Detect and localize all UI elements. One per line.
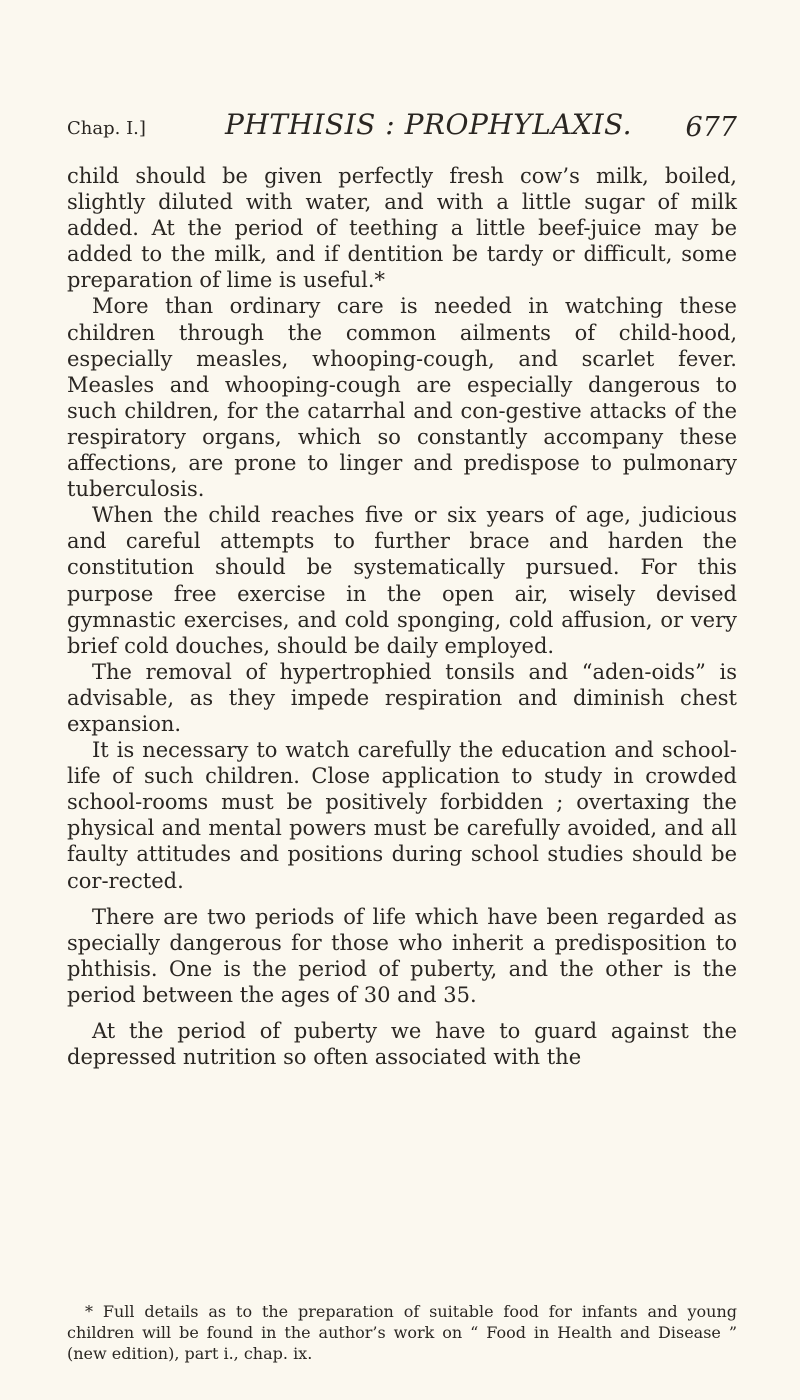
body-text <box>67 163 737 1070</box>
paragraph-4: The removal of hypertrophied tonsils and “aden-oids” is advisable, as they impede respiration and diminish chest expansion. <box>67 659 737 736</box>
paragraph-2: More than ordinary care is needed in watching these children through the common ailments of child-hood, especially measles, whooping-cough, and scarlet fever. Measles and whooping-cough are especially dangerous to such children, for the catarrhal and con-gestive attacks of the respiratory organs, which so constantly accompany these affections, are prone to linger and predispose to pulmonary tuberculosis. <box>67 294 737 502</box>
page-number: 677 <box>685 112 737 143</box>
paragraph-1: child should be given perfectly fresh cow’s milk, boiled, slightly diluted with water, and with a little sugar of milk added. At the period of teething a little beef-juice may be added to the milk, and if dentition be tardy or difficult, some preparation of lime is useful.* <box>67 164 737 293</box>
running-head <box>67 108 737 148</box>
footnote: * Full details as to the preparation of suitable food for infants and young children will be found in the author’s work on “ Food in Health and Disease ” (new edition), part i., chap. ix. <box>67 1302 737 1363</box>
running-title: PHTHISIS : PROPHYLAXIS. <box>225 108 633 141</box>
paragraph-6: There are two periods of life which have been regarded as specially dangerous for those who inherit a predisposition to phthisis. One is the period of puberty, and the other is the period between the ages of 30 and 35. <box>67 904 737 1007</box>
paragraph-7: At the period of puberty we have to guard against the depressed nutrition so often associated with the <box>67 1019 737 1070</box>
chapter-label: Chap. I.] <box>67 118 146 139</box>
paragraph-3: When the child reaches five or six years of age, judicious and careful attempts to further brace and harden the constitution should be systematically pursued. For this purpose free exercise in the open air, wisely devised gymnastic exercises, and cold sponging, cold affusion, or very brief cold douches, should be daily employed. <box>67 503 737 658</box>
paragraph-5: It is necessary to watch carefully the education and school-life of such children. Close application to study in crowded school-rooms must be positively forbidden ; overtaxing the physical and mental powers must be carefully avoided, and all faulty attitudes and positions during school studies should be cor-rected. <box>67 738 737 893</box>
